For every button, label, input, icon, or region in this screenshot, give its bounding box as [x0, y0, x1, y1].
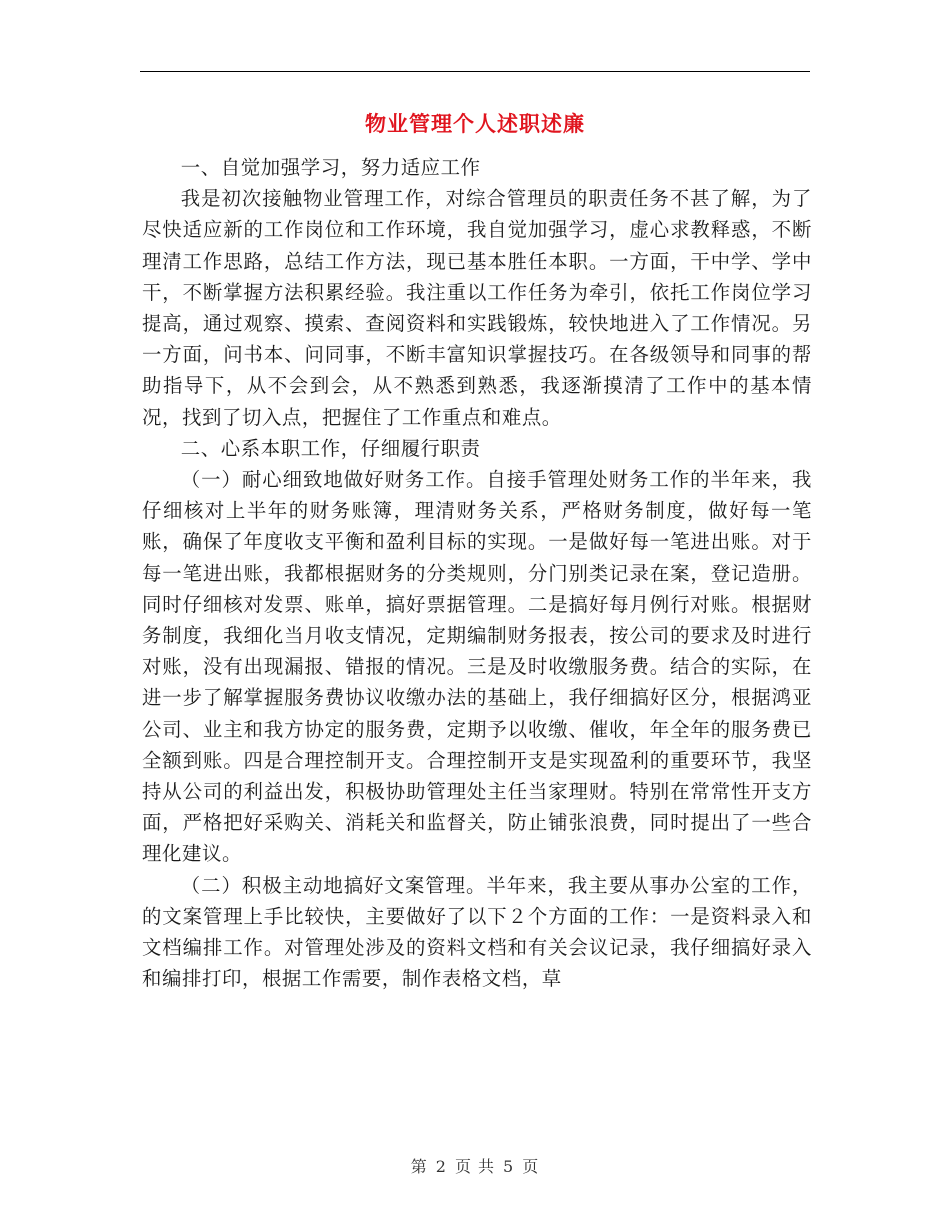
- footer-current-page: 2: [435, 1157, 447, 1176]
- document-body: [142, 152, 812, 994]
- header-rule: [140, 71, 810, 72]
- page-footer: [0, 1154, 950, 1177]
- footer-suffix: 页: [522, 1157, 540, 1176]
- document-title: 物业管理个人述职述廉: [365, 112, 585, 136]
- body-paragraph-3: （二）积极主动地搞好文案管理。半年来，我主要从事办公室的工作，的文案管理上手比较快，主要做好了以下２个方面的工作：一是资料录入和文档编排工作。对管理处涉及的资料文档和有关会议记录，我仔细搞好录入和编排打印，根据工作需要，制作表格文档，草: [142, 873, 812, 991]
- footer-prefix: 第: [410, 1157, 428, 1176]
- footer-total-pages: 5: [503, 1157, 515, 1176]
- body-paragraph-1: 我是初次接触物业管理工作，对综合管理员的职责任务不甚了解，为了尽快适应新的工作岗位和工作环境，我自觉加强学习，虚心求教释惑，不断理清工作思路，总结工作方法，现已基本胜任本职。一方面，干中学、学中干，不断掌握方法积累经验。我注重以工作任务为牵引，依托工作岗位学习提高，通过观察、摸索、查阅资料和实践锻炼，较快地进入了工作情况。另一方面，问书本、问同事，不断丰富知识掌握技巧。在各级领导和同事的帮助指导下，从不会到会，从不熟悉到熟悉，我逐渐摸清了工作中的基本情况，找到了切入点，把握住了工作重点和难点。: [142, 187, 812, 429]
- section-heading-2: 二、心系本职工作，仔细履行职责: [180, 436, 481, 460]
- section-heading-1: 一、自觉加强学习，努力适应工作: [180, 156, 481, 179]
- body-paragraph-2: （一）耐心细致地做好财务工作。自接手管理处财务工作的半年来，我仔细核对上半年的财务账簿，理清财务关系，严格财务制度，做好每一笔账，确保了年度收支平衡和盈利目标的实现。一是做好每一笔进出账。对于每一笔进出账，我都根据财务的分类规则，分门别类记录在案，登记造册。同时仔细核对发票、账单，搞好票据管理。二是搞好每月例行对账。根据财务制度，我细化当月收支情况，定期编制财务报表，按公司的要求及时进行对账，没有出现漏报、错报的情况。三是及时收缴服务费。结合的实际，在进一步了解掌握服务费协议收缴办法的基础上，我仔细搞好区分，根据鸿亚公司、业主和我方协定的服务费，定期予以收缴、催收，年全年的服务费已全额到账。四是合理控制开支。合理控制开支是实现盈利的重要环节，我坚持从公司的利益出发，积极协助管理处主任当家理财。特别在常常性开支方面，严格把好采购关、消耗关和监督关，防止铺张浪费，同时提出了一些合理化建议。: [142, 468, 812, 866]
- footer-middle: 页 共: [454, 1157, 496, 1176]
